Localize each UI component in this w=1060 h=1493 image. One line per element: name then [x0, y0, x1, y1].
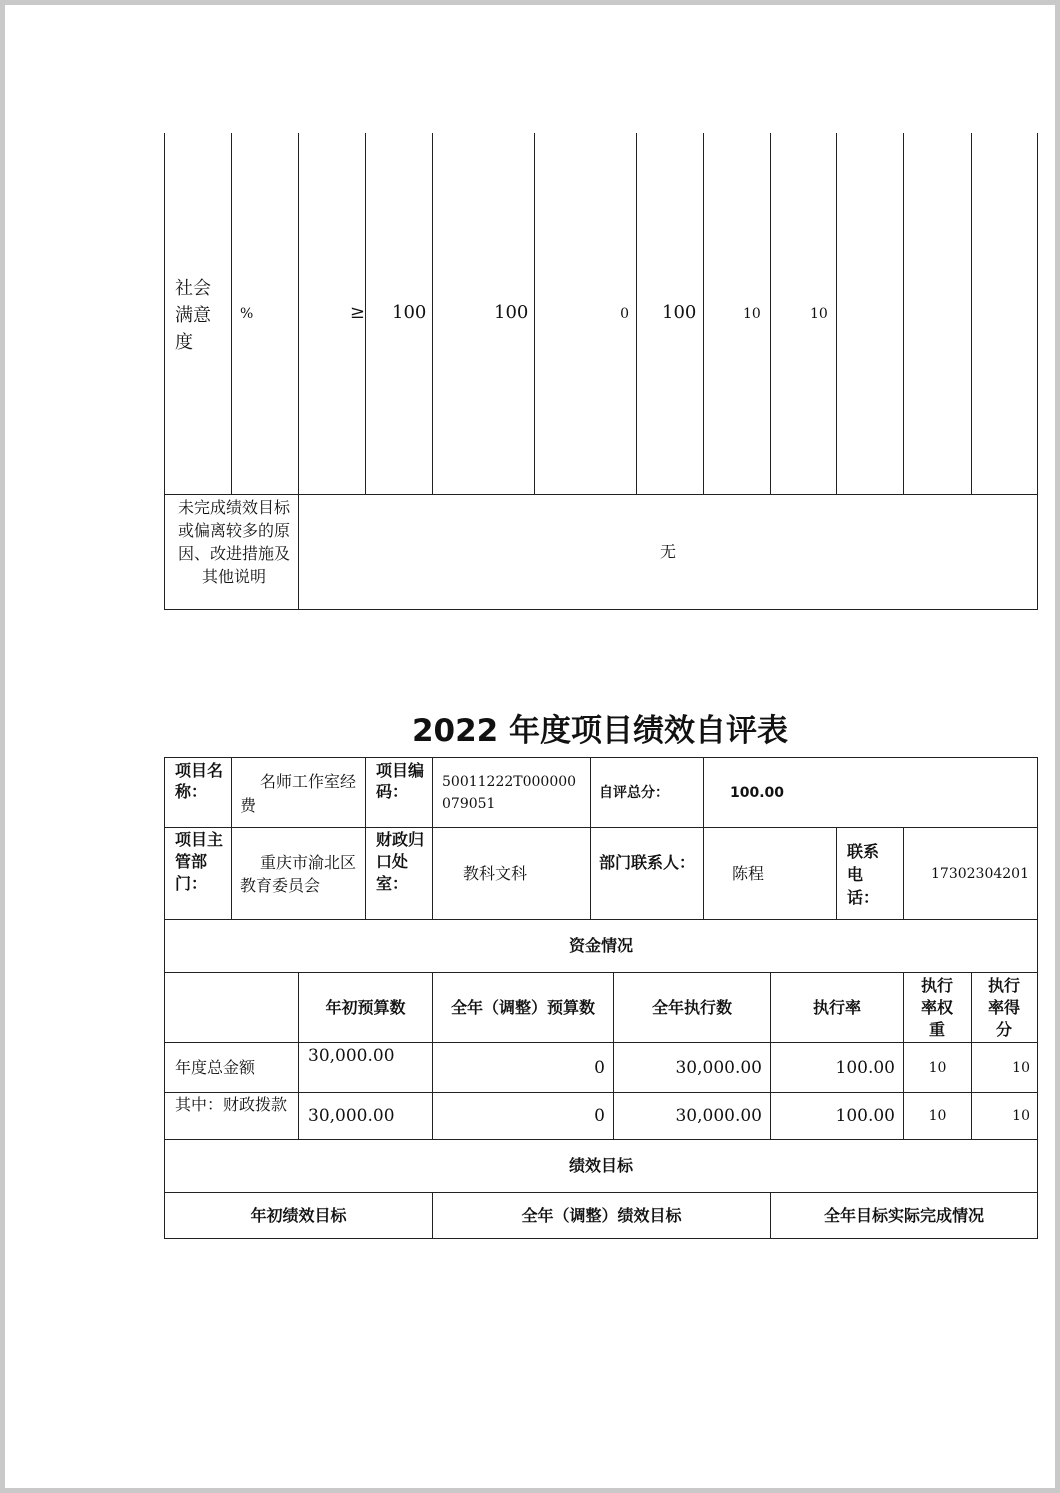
- page-title: 2022 年度项目绩效自评表: [411, 713, 789, 749]
- indicator-weight: 10: [743, 306, 761, 322]
- total-score-value: 100.00: [730, 784, 785, 801]
- goals-section-title: 绩效目标: [568, 1156, 633, 1175]
- funds-row-score: 10: [1012, 1059, 1030, 1076]
- total-score-label: 自评总分：: [599, 784, 669, 801]
- finance-office-value: 教科文科: [462, 863, 527, 883]
- project-code-value: 50011222T000000079051: [442, 774, 577, 812]
- dept-label: 项目主管部门：: [175, 830, 224, 893]
- project-name-label: 项目名称：: [175, 761, 224, 801]
- funds-row-rate: 100.00: [835, 1057, 895, 1078]
- funds-row-weight: 10: [928, 1059, 947, 1076]
- phone-label: 联系电话：: [847, 842, 880, 907]
- indicator-score: 10: [810, 306, 828, 322]
- remarks-label: 未完成绩效目标或偏离较多的原因、改进措施及其他说明: [177, 498, 290, 586]
- contact-label: 部门联系人：: [599, 853, 696, 872]
- goals-header-actual: 全年目标实际完成情况: [823, 1206, 984, 1225]
- indicator-annual-target: 100: [392, 302, 427, 323]
- funds-header-rate: 执行率: [812, 997, 861, 1017]
- funds-row-label: 其中：财政拨款: [175, 1095, 288, 1114]
- funds-header-score: 执行率得分: [987, 976, 1020, 1039]
- goals-header-initial: 年初绩效目标: [250, 1206, 347, 1225]
- phone-value: 17302304201: [931, 865, 1029, 882]
- indicator-actual: 100: [662, 302, 697, 323]
- funds-row-budget: 30,000.00: [308, 1106, 395, 1126]
- project-code-label: 项目编码：: [376, 761, 425, 801]
- funds-row-score: 10: [1012, 1108, 1030, 1124]
- dept-value: 重庆市渝北区教育委员会: [240, 853, 357, 895]
- funds-row-label: 年度总金额: [175, 1057, 256, 1077]
- funds-row-budget: 30,000.00: [308, 1046, 395, 1066]
- funds-row-executed: 30,000.00: [675, 1106, 762, 1126]
- funds-header-budget: 年初预算数: [325, 997, 406, 1017]
- indicator-zero-value: 0: [620, 306, 629, 322]
- funds-row-rate: 100.00: [835, 1106, 895, 1126]
- remarks-value: 无: [659, 542, 676, 561]
- funds-row-executed: 30,000.00: [675, 1057, 762, 1078]
- funds-row-adjusted: 0: [594, 1106, 605, 1126]
- funds-header-adjusted: 全年（调整）预算数: [450, 997, 595, 1017]
- funds-header-weight: 执行率权重: [920, 976, 953, 1039]
- indicator-unit: %: [240, 306, 254, 322]
- funds-row-adjusted: 0: [594, 1057, 605, 1078]
- funds-section-title: 资金情况: [568, 936, 633, 955]
- indicator-name: 社会满意度: [175, 278, 211, 353]
- contact-value: 陈程: [731, 863, 764, 883]
- funds-header-executed: 全年执行数: [651, 997, 732, 1017]
- funds-row-weight: 10: [928, 1108, 947, 1124]
- finance-office-label: 财政归口处室：: [376, 830, 425, 893]
- indicator-operator: ≥: [349, 302, 365, 323]
- document-page: [5, 5, 1055, 1488]
- indicator-adjusted-target: 100: [494, 302, 529, 323]
- goals-header-adjusted: 全年（调整）绩效目标: [521, 1206, 682, 1225]
- project-name-value: 名师工作室经费: [240, 772, 357, 815]
